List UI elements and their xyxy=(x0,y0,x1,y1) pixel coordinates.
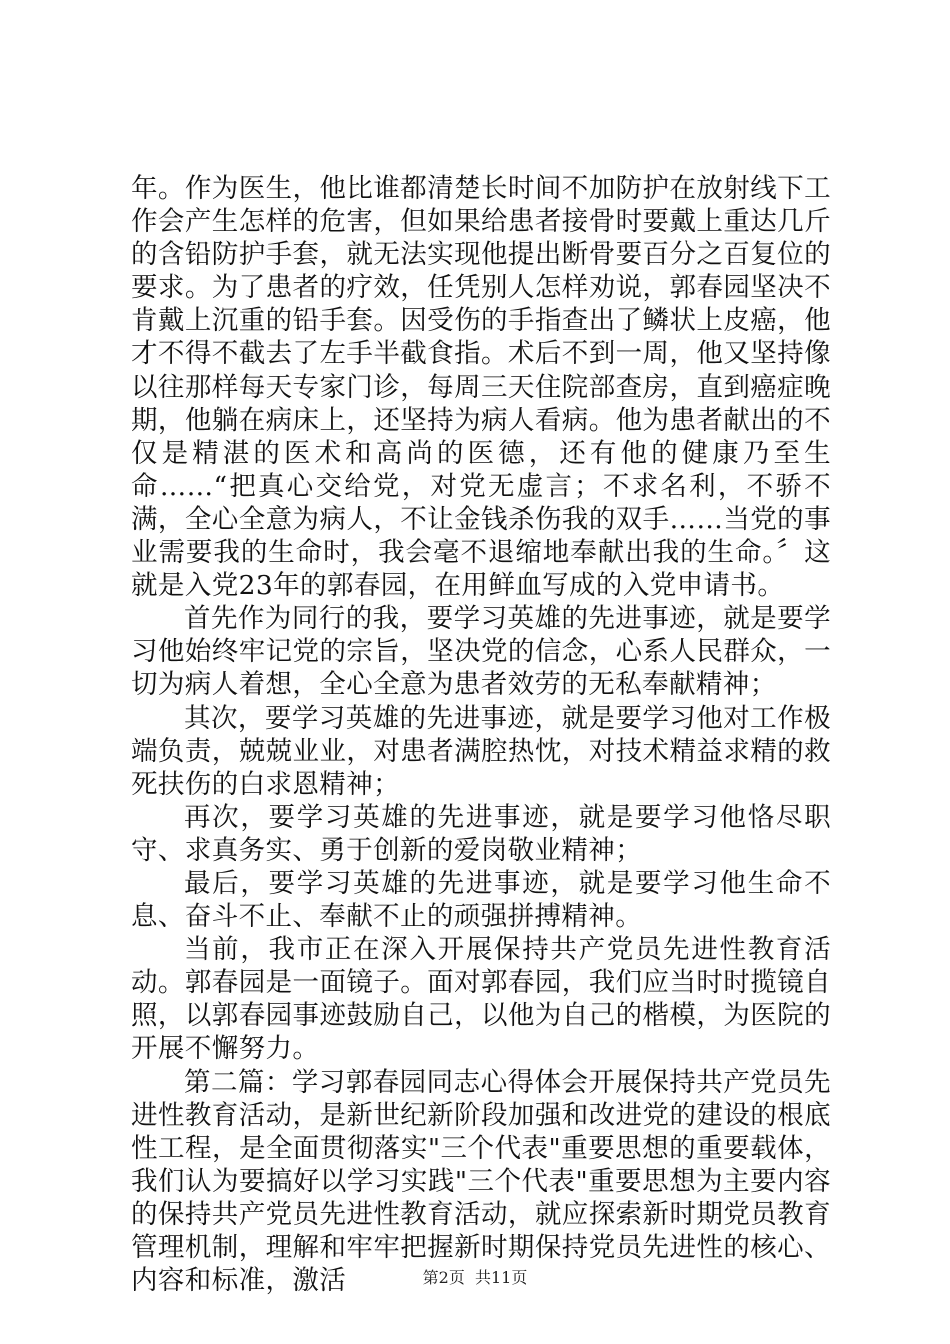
paragraph-first: 首先作为同行的我，要学习英雄的先进事迹，就是要学习他始终牢记党的宗旨，坚决党的信念，心系人民群众，一切为病人着想，全心全意为患者效劳的无私奉献精神； xyxy=(131,603,831,701)
paragraph-second-article: 第二篇：学习郭春园同志心得体会开展保持共产党员先进性教育活动，是新世纪新阶段加强和改进党的建设的根底性工程，是全面贯彻落实"三个代表"重要思想的重要载体，我们认为要搞好以学习实践"三个代表"重要思想为主要内容的保持共产党员先进性教育活动，就应探索新时期党员教育管理机制，理解和牢牢把握新时期保持党员先进性的核心、内容和标准，激活 xyxy=(131,1066,831,1297)
page-footer xyxy=(0,1268,950,1288)
page-number: 第2页 共11页 xyxy=(422,1268,528,1287)
paragraph-last: 最后，要学习英雄的先进事迹，就是要学习他生命不息、奋斗不止、奉献不止的顽强拼搏精神。 xyxy=(131,867,831,933)
paragraph-current-campaign: 当前，我市正在深入开展保持共产党员先进性教育活动。郭春园是一面镜子。面对郭春园，我们应当时时揽镜自照，以郭春园事迹鼓励自己，以他为自己的楷模，为医院的开展不懈努力。 xyxy=(131,934,831,1065)
paragraph-third: 再次，要学习英雄的先进事迹，就是要学习他恪尽职守、求真务实、勇于创新的爱岗敬业精神； xyxy=(131,801,831,866)
paragraph-continuation: 年。作为医生，他比谁都清楚长时间不加防护在放射线下工作会产生怎样的危害，但如果给患者接骨时要戴上重达几斤的含铅防护手套，就无法实现他提出断骨要百分之百复位的要求。为了患者的疗效，任凭别人怎样劝说，郭春园坚决不肯戴上沉重的铅手套。因受伤的手指查出了鳞状上皮癌，他才不得不截去了左手半截食指。术后不到一周，他又坚持像以往那样每天专家门诊，每周三天住院部查房，直到癌症晚期，他躺在病床上，还坚持为病人看病。他为患者献出的不仅是精湛的医术和高尚的医德，还有他的健康乃至生命……“把真心交给党，对党无虚言；不求名利，不骄不满，全心全意为病人，不让金钱杀伤我的双手……当党的事业需要我的生命时，我会毫不退缩地奉献出我的生命。〞这就是入党23年的郭春园，在用鲜血写成的入党申请书。 xyxy=(131,173,831,602)
document-body xyxy=(131,172,831,1297)
paragraph-second: 其次，要学习英雄的先进事迹，就是要学习他对工作极端负责，兢兢业业，对患者满腔热忱，对技术精益求精的救死扶伤的白求恩精神； xyxy=(131,702,831,800)
